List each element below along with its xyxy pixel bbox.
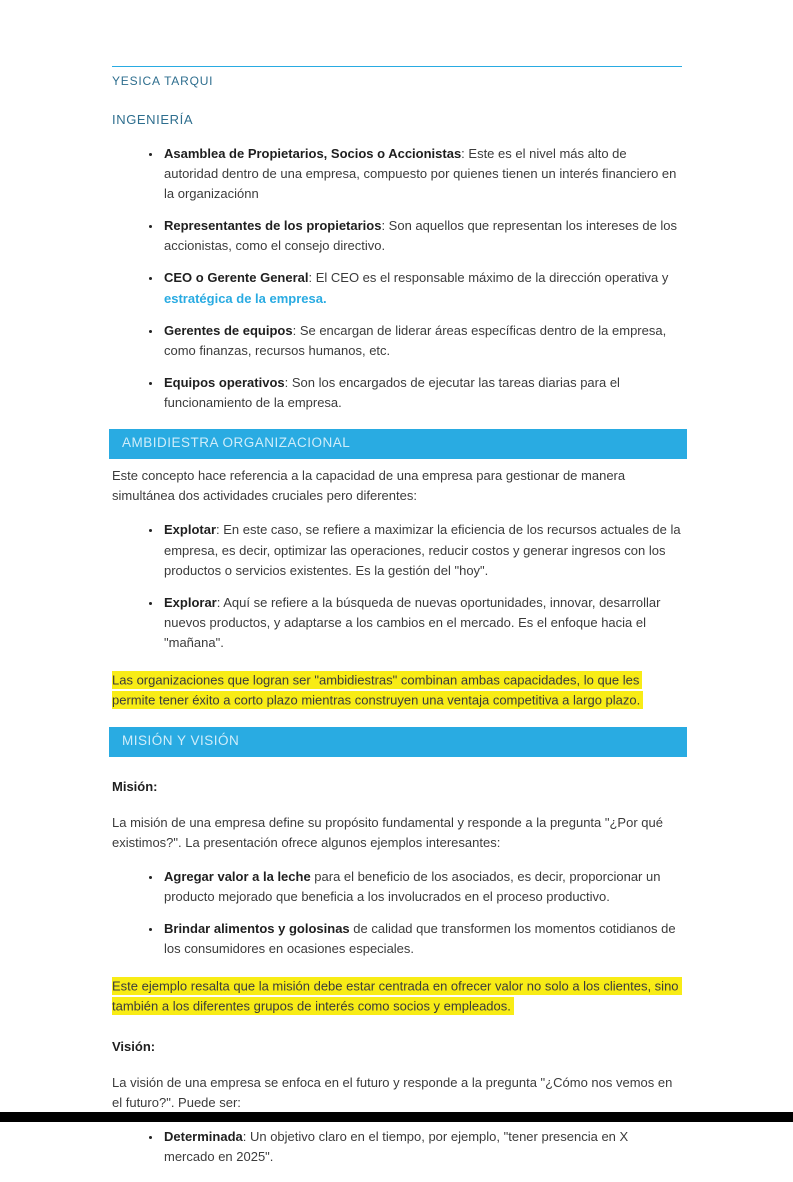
list-item — [162, 216, 682, 256]
paragraph: Este concepto hace referencia a la capacidad de una empresa para gestionar de manera simultánea dos actividades cruciales pero diferentes: — [112, 468, 626, 504]
list-item — [162, 268, 682, 308]
list-item — [162, 1127, 682, 1167]
list-item — [162, 520, 682, 580]
bullet-term: Asamblea de Propietarios, Socios o Accionistas — [164, 145, 462, 161]
bullet-text: : Son los encargados de ejecutar las tareas diarias para el funcionamiento de la empresa. — [164, 375, 620, 411]
bullet-text: : El CEO es el responsable máximo de la dirección operativa y — [308, 270, 669, 286]
vision-bullet-list — [112, 1127, 682, 1167]
list-item — [162, 867, 682, 907]
section-heading-ingenieria: INGENIERÍA — [112, 111, 194, 127]
bullet-term: Equipos operativos — [164, 375, 285, 390]
bullet-term: Explotar — [164, 522, 217, 538]
list-item — [162, 919, 682, 959]
paragraph: La misión de una empresa define su propósito fundamental y responde a la pregunta "¿Por qué existimos?". La presentación ofrece algunos ejemplos interesantes: — [112, 814, 663, 850]
section-banner-mision-vision: MISIÓN Y VISIÓN — [109, 727, 687, 757]
bullet-text: : Un objetivo claro en el tiempo, por ejemplo, "tener presencia en X mercado en 2025". — [164, 1129, 629, 1165]
highlight-text: Este ejemplo resalta que la misión debe estar centrada en ofrecer valor no solo a los clientes, sino también a los diferentes grupos de interés como socios y empleados. — [112, 977, 682, 1015]
bullet-term: Representantes de los propietarios — [164, 218, 382, 234]
mision-bullet-list — [112, 867, 682, 960]
list-item — [162, 321, 682, 361]
bullet-term: Brindar alimentos y golosinas — [164, 921, 350, 937]
bullet-term: Determinada — [164, 1129, 243, 1145]
bullet-term: Agregar valor a la leche — [164, 868, 311, 884]
bullet-text: de calidad que transformen los momentos cotidianos de los consumidores en ocasiones especiales. — [164, 921, 676, 957]
page-bottom-edge — [0, 1112, 793, 1122]
title-rule — [112, 66, 682, 67]
bullet-text-accent: estratégica de la empresa. — [164, 290, 327, 306]
bullet-term: Gerentes de equipos — [164, 322, 293, 338]
list-item — [162, 144, 682, 204]
ingenieria-bullet-list — [112, 144, 682, 414]
section-banner-ambidiestra: AMBIDIESTRA ORGANIZACIONAL — [109, 429, 687, 459]
highlight-text: Las organizaciones que logran ser "ambidiestras" combinan ambas capacidades, lo que les permite tener éxito a corto plazo mientras construyen una ventaja competitiva a largo plazo. — [112, 671, 643, 709]
document-author-title: YESICA TARQUI — [112, 74, 214, 88]
bullet-text: : Son aquellos que representan los intereses de los accionistas, como el consejo directivo. — [164, 218, 678, 254]
paragraph: La visión de una empresa se enfoca en el futuro y responde a la pregunta "¿Cómo nos vemos en el futuro?". Puede ser: — [112, 1074, 673, 1111]
subheading-vision: Visión: — [112, 1038, 156, 1054]
list-item — [162, 593, 682, 653]
ambidiestra-bullet-list — [112, 520, 682, 653]
subheading-mision: Misión: — [112, 778, 158, 794]
highlighted-paragraph — [112, 670, 682, 710]
bullet-text: : Aquí se refiere a la búsqueda de nuevas oportunidades, innovar, desarrollar nuevos productos, y adaptarse a los cambios en el mercado. Es el enfoque hacia el "mañana". — [164, 594, 661, 651]
bullet-text: : Se encargan de liderar áreas específicas dentro de la empresa, como finanzas, recursos humanos, etc. — [164, 322, 667, 358]
bullet-text: : Este es el nivel más alto de autoridad dentro de una empresa, compuesto por quienes tienen un interés financiero en la organizaciónn — [164, 145, 677, 202]
highlighted-paragraph — [112, 977, 682, 1017]
document-content — [112, 0, 682, 1182]
bullet-term: CEO o Gerente General — [164, 270, 309, 286]
bullet-text: : En este caso, se refiere a maximizar la eficiencia de los recursos actuales de la empresa, es decir, optimizar las operaciones, reducir costos y generar ingresos con los productos o servicios existentes. Es la gestión del "hoy". — [164, 522, 681, 578]
bullet-text: para el beneficio de los asociados, es decir, proporcionar un producto mejorado que beneficia a los involucrados en el proceso productivo. — [164, 868, 661, 905]
list-item — [162, 373, 682, 413]
bullet-term: Explorar — [164, 594, 217, 610]
